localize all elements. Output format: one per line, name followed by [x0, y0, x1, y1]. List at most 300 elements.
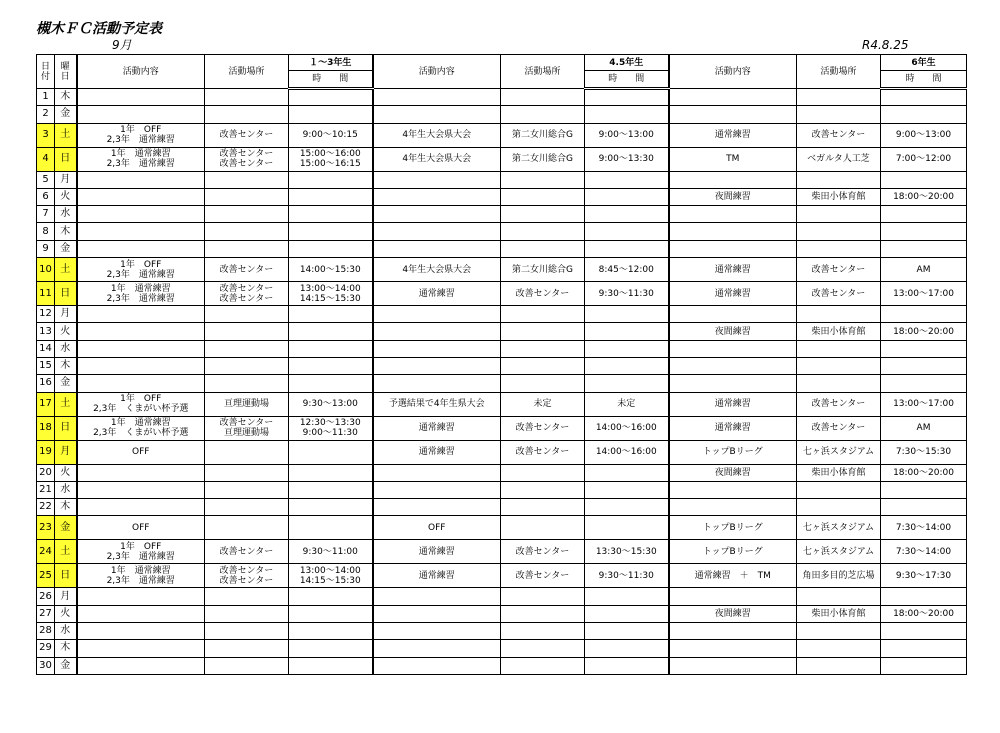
- cell-c1: [77, 306, 205, 323]
- weekday-cell: 水: [55, 623, 77, 640]
- month-label: 9月: [112, 38, 132, 52]
- cell-c3: [669, 357, 797, 374]
- cell-p2: [501, 499, 585, 516]
- cell-t1: [289, 323, 373, 340]
- cell-p2: [501, 89, 585, 106]
- cell-c1: [77, 516, 205, 540]
- cell-t3: [881, 564, 967, 588]
- cell-t2: [585, 240, 669, 257]
- cell-line: 夜間練習: [714, 326, 751, 337]
- cell-t3: [881, 640, 967, 657]
- cell-p2: [501, 416, 585, 440]
- table-row: [37, 240, 967, 257]
- cell-p3: [797, 375, 881, 392]
- cell-c3: [669, 188, 797, 205]
- weekday-cell: 水: [55, 340, 77, 357]
- cell-c2: [373, 540, 501, 564]
- cell-line: 1年 OFF: [120, 541, 162, 552]
- cell-t3: [881, 89, 967, 106]
- cell-p3: [797, 440, 881, 464]
- cell-p3: [797, 89, 881, 106]
- cell-p3: [797, 171, 881, 188]
- cell-line: 通常練習: [418, 447, 455, 458]
- cell-line: 14:00～16:00: [595, 423, 657, 434]
- cell-c3: [669, 416, 797, 440]
- cell-line: 七ヶ浜スタジアム: [802, 447, 875, 458]
- table-row: [37, 481, 967, 498]
- cell-p1: [205, 464, 289, 481]
- cell-p2: [501, 223, 585, 240]
- cell-line: トップBリーグ: [702, 522, 763, 533]
- cell-c3: [669, 481, 797, 498]
- header-grade-6: 6年生: [881, 55, 967, 71]
- cell-t1: [289, 375, 373, 392]
- cell-line: 通常練習: [714, 288, 751, 299]
- cell-p2: [501, 516, 585, 540]
- cell-c3: [669, 240, 797, 257]
- cell-line: 改善センター: [811, 264, 866, 275]
- cell-t1: [289, 481, 373, 498]
- cell-t1: [289, 564, 373, 588]
- cell-line: 未定: [617, 399, 636, 410]
- cell-t3: [881, 306, 967, 323]
- cell-c1: [77, 481, 205, 498]
- cell-c3: [669, 588, 797, 605]
- cell-p3: [797, 323, 881, 340]
- cell-t2: [585, 258, 669, 282]
- cell-line: ベガルタ人工芝: [807, 154, 870, 165]
- cell-line: 改善センター: [219, 575, 274, 586]
- cell-t2: [585, 89, 669, 106]
- cell-p1: [205, 106, 289, 123]
- header-content-45: 活動内容: [373, 55, 501, 89]
- weekday-cell: 木: [55, 89, 77, 106]
- cell-c2: [373, 123, 501, 147]
- cell-line: 9:00～10:15: [302, 130, 358, 141]
- cell-p2: [501, 123, 585, 147]
- cell-p1: [205, 123, 289, 147]
- header-place-6: 活動場所: [797, 55, 881, 89]
- cell-line: トップBリーグ: [702, 546, 763, 557]
- cell-p1: [205, 657, 289, 674]
- cell-c2: [373, 171, 501, 188]
- day-cell: 26: [37, 588, 55, 605]
- weekday-cell: 月: [55, 171, 77, 188]
- cell-c2: [373, 440, 501, 464]
- cell-line: 13:00～17:00: [893, 288, 954, 299]
- header-grade-45: 4.5年生: [585, 55, 669, 71]
- cell-c3: [669, 657, 797, 674]
- cell-t1: [289, 340, 373, 357]
- cell-p1: [205, 357, 289, 374]
- table-row: [37, 171, 967, 188]
- cell-line: 2,3年 くまがい杯予選: [93, 428, 189, 439]
- cell-t1: [289, 357, 373, 374]
- day-cell: 25: [37, 564, 55, 588]
- cell-t3: [881, 282, 967, 306]
- cell-t3: [881, 416, 967, 440]
- table-row: [37, 605, 967, 622]
- cell-p2: [501, 282, 585, 306]
- cell-t3: [881, 657, 967, 674]
- cell-p1: [205, 605, 289, 622]
- cell-t1: [289, 123, 373, 147]
- cell-c1: [77, 123, 205, 147]
- cell-c3: [669, 323, 797, 340]
- weekday-cell: 水: [55, 481, 77, 498]
- header-time-6: 時 間: [881, 71, 967, 89]
- header-grade-13: １～3年生: [289, 55, 373, 71]
- cell-c2: [373, 623, 501, 640]
- cell-t1: [289, 106, 373, 123]
- table-row: [37, 416, 967, 440]
- day-cell: 30: [37, 657, 55, 674]
- day-cell: 28: [37, 623, 55, 640]
- cell-t1: [289, 89, 373, 106]
- cell-c2: [373, 147, 501, 171]
- cell-p1: [205, 375, 289, 392]
- cell-c3: [669, 375, 797, 392]
- cell-p1: [205, 440, 289, 464]
- table-row: [37, 282, 967, 306]
- cell-p3: [797, 206, 881, 223]
- weekday-cell: 土: [55, 540, 77, 564]
- cell-line: 予選結果で4年生県大会: [388, 399, 485, 410]
- table-row: [37, 306, 967, 323]
- cell-t2: [585, 106, 669, 123]
- cell-t1: [289, 657, 373, 674]
- cell-line: 7:30～14:00: [895, 522, 952, 533]
- cell-line: 柴田小体育館: [811, 192, 866, 203]
- cell-p2: [501, 605, 585, 622]
- cell-p3: [797, 481, 881, 498]
- cell-line: 改善センター: [219, 149, 274, 160]
- cell-p2: [501, 540, 585, 564]
- header-weekday: 曜 日: [55, 55, 77, 89]
- cell-c2: [373, 323, 501, 340]
- cell-c1: [77, 258, 205, 282]
- cell-line: 通常練習: [714, 264, 751, 275]
- cell-p3: [797, 188, 881, 205]
- cell-c3: [669, 640, 797, 657]
- cell-t3: [881, 206, 967, 223]
- cell-line: 14:15～15:30: [299, 293, 361, 304]
- cell-line: 18:00～20:00: [893, 608, 954, 619]
- cell-c2: [373, 481, 501, 498]
- weekday-cell: 金: [55, 106, 77, 123]
- cell-line: 七ヶ浜スタジアム: [802, 522, 875, 533]
- cell-t2: [585, 657, 669, 674]
- weekday-cell: 土: [55, 258, 77, 282]
- table-row: [37, 564, 967, 588]
- cell-p1: [205, 588, 289, 605]
- cell-t1: [289, 464, 373, 481]
- cell-c3: [669, 147, 797, 171]
- cell-line: 第二女川総合G: [512, 264, 573, 275]
- cell-c1: [77, 357, 205, 374]
- day-cell: 29: [37, 640, 55, 657]
- cell-p1: [205, 258, 289, 282]
- cell-line: 改善センター: [515, 423, 570, 434]
- cell-t3: [881, 340, 967, 357]
- cell-t3: [881, 171, 967, 188]
- cell-t3: [881, 481, 967, 498]
- cell-line: 通常練習: [418, 423, 455, 434]
- cell-t2: [585, 623, 669, 640]
- weekday-cell: 日: [55, 416, 77, 440]
- cell-line: 七ヶ浜スタジアム: [802, 546, 875, 557]
- cell-c1: [77, 223, 205, 240]
- cell-c1: [77, 240, 205, 257]
- cell-c2: [373, 240, 501, 257]
- cell-line: 1年 通常練習: [110, 283, 171, 294]
- cell-line: 2,3年 通常練習: [106, 269, 175, 280]
- cell-p1: [205, 481, 289, 498]
- cell-p1: [205, 171, 289, 188]
- cell-p3: [797, 516, 881, 540]
- cell-line: 7:30～15:30: [895, 447, 952, 458]
- cell-line: OFF: [428, 522, 446, 533]
- header-content-13: 活動内容: [77, 55, 205, 89]
- weekday-cell: 日: [55, 564, 77, 588]
- cell-p1: [205, 306, 289, 323]
- cell-p3: [797, 106, 881, 123]
- cell-p2: [501, 392, 585, 416]
- cell-line: 13:00～14:00: [299, 565, 361, 576]
- cell-p1: [205, 323, 289, 340]
- cell-t2: [585, 340, 669, 357]
- cell-c1: [77, 499, 205, 516]
- cell-line: 9:30～11:30: [598, 570, 654, 581]
- header-place-13: 活動場所: [205, 55, 289, 89]
- cell-line: 7:00～12:00: [895, 154, 952, 165]
- cell-c1: [77, 171, 205, 188]
- cell-c2: [373, 392, 501, 416]
- cell-p3: [797, 540, 881, 564]
- cell-t1: [289, 640, 373, 657]
- cell-line: 柴田小体育館: [811, 326, 866, 337]
- cell-p3: [797, 340, 881, 357]
- weekday-cell: 日: [55, 147, 77, 171]
- cell-p3: [797, 657, 881, 674]
- cell-p3: [797, 282, 881, 306]
- cell-line: 13:00～14:00: [299, 283, 361, 294]
- cell-t2: [585, 588, 669, 605]
- cell-c2: [373, 223, 501, 240]
- day-cell: 3: [37, 123, 55, 147]
- cell-line: 1年 通常練習: [110, 149, 171, 160]
- cell-p3: [797, 499, 881, 516]
- cell-line: 2,3年 通常練習: [106, 135, 175, 146]
- cell-line: OFF: [132, 522, 150, 533]
- day-cell: 11: [37, 282, 55, 306]
- cell-c2: [373, 564, 501, 588]
- cell-c1: [77, 640, 205, 657]
- cell-t3: [881, 375, 967, 392]
- cell-p2: [501, 481, 585, 498]
- cell-line: 通常練習 ＋ TM: [694, 570, 771, 581]
- day-cell: 23: [37, 516, 55, 540]
- cell-t3: [881, 258, 967, 282]
- cell-t1: [289, 306, 373, 323]
- cell-line: 柴田小体育館: [811, 467, 866, 478]
- cell-c1: [77, 188, 205, 205]
- weekday-cell: 金: [55, 516, 77, 540]
- cell-p1: [205, 540, 289, 564]
- cell-c2: [373, 640, 501, 657]
- cell-p2: [501, 657, 585, 674]
- table-row: [37, 223, 967, 240]
- header-day: 日 付: [37, 55, 55, 89]
- table-row: [37, 516, 967, 540]
- cell-line: 1年 通常練習: [110, 565, 171, 576]
- cell-p1: [205, 206, 289, 223]
- cell-line: AM: [916, 423, 931, 434]
- cell-p3: [797, 416, 881, 440]
- header-place-45: 活動場所: [501, 55, 585, 89]
- cell-line: 1年 OFF: [120, 259, 162, 270]
- cell-line: 9:30～17:30: [895, 570, 952, 581]
- cell-c3: [669, 605, 797, 622]
- cell-p2: [501, 464, 585, 481]
- cell-line: 8:45～12:00: [598, 264, 654, 275]
- cell-line: 改善センター: [811, 399, 866, 410]
- cell-t3: [881, 605, 967, 622]
- cell-t3: [881, 392, 967, 416]
- cell-line: 通常練習: [714, 130, 751, 141]
- cell-c2: [373, 516, 501, 540]
- cell-line: 第二女川総合G: [512, 154, 573, 165]
- cell-line: 13:30～15:30: [595, 546, 657, 557]
- cell-p1: [205, 340, 289, 357]
- weekday-cell: 火: [55, 323, 77, 340]
- cell-t1: [289, 516, 373, 540]
- cell-c3: [669, 440, 797, 464]
- cell-c1: [77, 89, 205, 106]
- cell-line: 9:00～13:00: [895, 130, 952, 141]
- day-cell: 12: [37, 306, 55, 323]
- cell-p2: [501, 306, 585, 323]
- header-content-6: 活動内容: [669, 55, 797, 89]
- cell-c2: [373, 357, 501, 374]
- cell-line: 1年 OFF: [120, 394, 162, 405]
- table-row: [37, 392, 967, 416]
- weekday-cell: 月: [55, 588, 77, 605]
- cell-c2: [373, 258, 501, 282]
- cell-line: 改善センター: [811, 423, 866, 434]
- cell-p3: [797, 605, 881, 622]
- day-cell: 8: [37, 223, 55, 240]
- cell-line: 2,3年 通常練習: [106, 551, 175, 562]
- cell-c2: [373, 306, 501, 323]
- day-cell: 7: [37, 206, 55, 223]
- cell-c1: [77, 623, 205, 640]
- day-cell: 19: [37, 440, 55, 464]
- day-cell: 4: [37, 147, 55, 171]
- cell-p3: [797, 240, 881, 257]
- cell-p3: [797, 392, 881, 416]
- cell-c1: [77, 106, 205, 123]
- cell-t2: [585, 605, 669, 622]
- cell-p3: [797, 147, 881, 171]
- cell-p1: [205, 223, 289, 240]
- cell-c3: [669, 223, 797, 240]
- cell-t3: [881, 323, 967, 340]
- day-cell: 9: [37, 240, 55, 257]
- weekday-cell: 金: [55, 375, 77, 392]
- table-row: [37, 440, 967, 464]
- cell-line: 改善センター: [219, 130, 274, 141]
- cell-line: 夜間練習: [714, 608, 751, 619]
- cell-p3: [797, 357, 881, 374]
- cell-c3: [669, 540, 797, 564]
- table-row: [37, 123, 967, 147]
- cell-line: 通常練習: [418, 570, 455, 581]
- cell-p1: [205, 240, 289, 257]
- cell-p1: [205, 282, 289, 306]
- cell-line: 改善センター: [219, 565, 274, 576]
- weekday-cell: 土: [55, 392, 77, 416]
- cell-c2: [373, 375, 501, 392]
- cell-t2: [585, 540, 669, 564]
- cell-line: 改善センター: [515, 447, 570, 458]
- cell-p3: [797, 223, 881, 240]
- cell-c3: [669, 282, 797, 306]
- weekday-cell: 火: [55, 605, 77, 622]
- cell-t2: [585, 357, 669, 374]
- cell-line: 改善センター: [811, 130, 866, 141]
- cell-p1: [205, 564, 289, 588]
- cell-c1: [77, 657, 205, 674]
- table-row: [37, 623, 967, 640]
- cell-t1: [289, 588, 373, 605]
- schedule-table: [36, 54, 967, 675]
- weekday-cell: 月: [55, 440, 77, 464]
- table-row: [37, 657, 967, 674]
- cell-p3: [797, 564, 881, 588]
- cell-c3: [669, 340, 797, 357]
- cell-t3: [881, 240, 967, 257]
- cell-t1: [289, 623, 373, 640]
- cell-c3: [669, 499, 797, 516]
- day-cell: 14: [37, 340, 55, 357]
- cell-c1: [77, 375, 205, 392]
- cell-line: トップBリーグ: [702, 447, 763, 458]
- cell-t2: [585, 640, 669, 657]
- cell-c1: [77, 540, 205, 564]
- cell-p2: [501, 106, 585, 123]
- cell-t2: [585, 499, 669, 516]
- cell-p2: [501, 171, 585, 188]
- cell-c3: [669, 106, 797, 123]
- weekday-cell: 金: [55, 657, 77, 674]
- weekday-cell: 日: [55, 282, 77, 306]
- cell-p3: [797, 640, 881, 657]
- header-time-13: 時 間: [289, 71, 373, 89]
- cell-c3: [669, 516, 797, 540]
- cell-c3: [669, 123, 797, 147]
- table-row: [37, 340, 967, 357]
- cell-p1: [205, 188, 289, 205]
- cell-t1: [289, 171, 373, 188]
- cell-c1: [77, 464, 205, 481]
- cell-t1: [289, 258, 373, 282]
- cell-t2: [585, 440, 669, 464]
- cell-t3: [881, 623, 967, 640]
- cell-line: 通常練習: [714, 423, 751, 434]
- cell-line: 15:00～16:00: [299, 149, 361, 160]
- cell-t2: [585, 306, 669, 323]
